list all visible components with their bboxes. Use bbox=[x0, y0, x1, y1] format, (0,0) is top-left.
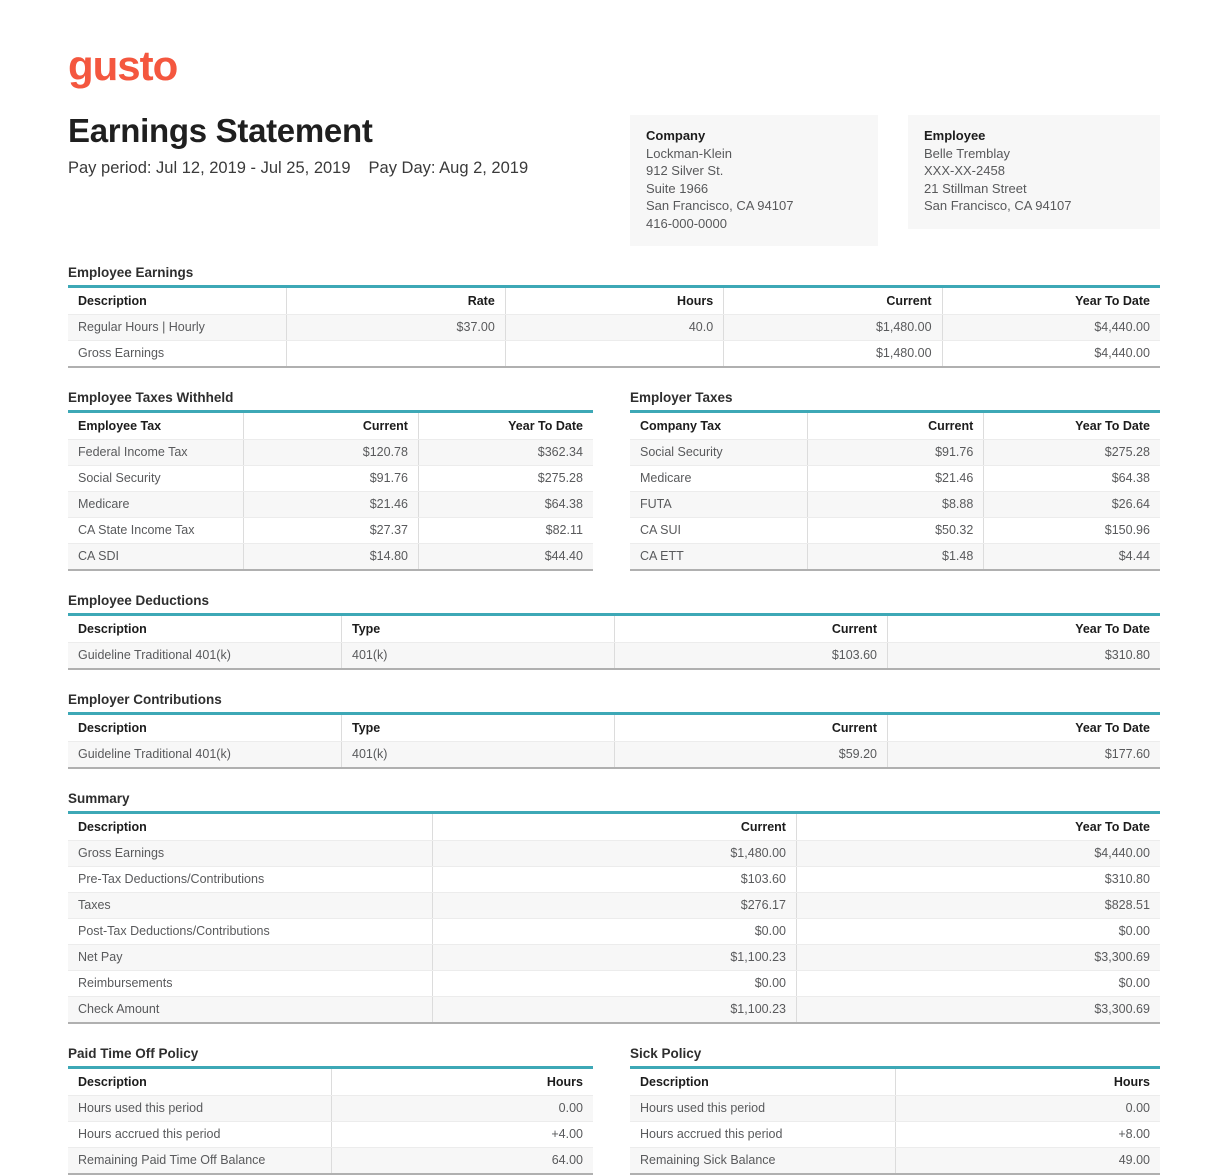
table-cell: Taxes bbox=[78, 898, 111, 912]
table-cell: $26.64 bbox=[983, 492, 1160, 517]
summary-table bbox=[68, 811, 1160, 1024]
table-header-row bbox=[630, 413, 1160, 439]
table-cell: $3,300.69 bbox=[796, 997, 1160, 1022]
column-header: Description bbox=[78, 1075, 147, 1089]
table-cell: $177.60 bbox=[887, 742, 1160, 767]
table-cell: $91.76 bbox=[807, 440, 984, 465]
column-header: Year To Date bbox=[887, 616, 1160, 642]
table-cell: $27.37 bbox=[243, 518, 418, 543]
table-cell: $64.38 bbox=[983, 466, 1160, 491]
table-row bbox=[68, 970, 1160, 996]
table-row bbox=[68, 491, 593, 517]
table-row bbox=[68, 314, 1160, 340]
employer-contributions-table bbox=[68, 712, 1160, 769]
table-cell: Social Security bbox=[640, 445, 723, 459]
table-cell: CA SDI bbox=[78, 549, 119, 563]
table-cell: $4.44 bbox=[983, 544, 1160, 569]
table-row bbox=[68, 465, 593, 491]
table-header-row bbox=[68, 814, 1160, 840]
table-cell: $275.28 bbox=[983, 440, 1160, 465]
table-cell: $150.96 bbox=[983, 518, 1160, 543]
table-cell: Hours accrued this period bbox=[78, 1127, 221, 1141]
table-cell: CA SUI bbox=[640, 523, 681, 537]
employee-info-box bbox=[908, 115, 1160, 229]
pay-period-text: Pay period: Jul 12, 2019 - Jul 25, 2019 bbox=[68, 159, 351, 177]
pto-policy-table bbox=[68, 1066, 593, 1175]
table-row bbox=[68, 642, 1160, 668]
sick-policy-table bbox=[630, 1066, 1160, 1175]
section-title: Employee Taxes Withheld bbox=[68, 390, 234, 405]
company-info-box bbox=[630, 115, 878, 246]
column-header: Year To Date bbox=[887, 715, 1160, 741]
section-employee-deductions bbox=[68, 592, 1160, 670]
table-row bbox=[68, 340, 1160, 366]
column-header: Rate bbox=[286, 288, 504, 314]
column-header: Year To Date bbox=[418, 413, 593, 439]
column-header: Description bbox=[640, 1075, 709, 1089]
table-cell: $362.34 bbox=[418, 440, 593, 465]
table-cell: 0.00 bbox=[331, 1096, 594, 1121]
table-row bbox=[68, 543, 593, 569]
table-row bbox=[68, 1095, 593, 1121]
employee-name: Belle Tremblay bbox=[924, 145, 1010, 161]
table-row bbox=[630, 1095, 1160, 1121]
table-row bbox=[630, 1147, 1160, 1173]
table-cell: 401(k) bbox=[341, 742, 614, 767]
column-header: Current bbox=[614, 616, 887, 642]
table-cell: Remaining Paid Time Off Balance bbox=[78, 1153, 266, 1167]
table-cell: 49.00 bbox=[895, 1148, 1160, 1173]
employee-address-line: San Francisco, CA 94107 bbox=[924, 198, 1072, 213]
table-header-row bbox=[68, 715, 1160, 741]
table-cell: $91.76 bbox=[243, 466, 418, 491]
table-row bbox=[68, 1147, 593, 1173]
table-cell: Pre-Tax Deductions/Contributions bbox=[78, 872, 265, 886]
table-cell: 40.0 bbox=[505, 315, 723, 340]
table-cell: CA ETT bbox=[640, 549, 684, 563]
table-cell: $310.80 bbox=[887, 643, 1160, 668]
table-cell: $21.46 bbox=[807, 466, 984, 491]
column-header: Description bbox=[78, 622, 147, 636]
table-row bbox=[68, 439, 593, 465]
table-cell: $103.60 bbox=[432, 867, 796, 892]
table-cell: Reimbursements bbox=[78, 976, 173, 990]
section-employee-taxes bbox=[68, 389, 593, 571]
table-cell: FUTA bbox=[640, 497, 672, 511]
policies-row bbox=[68, 1045, 1160, 1175]
table-cell: Hours used this period bbox=[78, 1101, 204, 1115]
table-header-row bbox=[68, 413, 593, 439]
employee-ssn: XXX-XX-2458 bbox=[924, 163, 1005, 178]
column-header: Year To Date bbox=[983, 413, 1160, 439]
column-header: Current bbox=[723, 288, 941, 314]
table-cell: $0.00 bbox=[432, 919, 796, 944]
table-cell: $59.20 bbox=[614, 742, 887, 767]
section-title: Employer Contributions bbox=[68, 692, 222, 707]
table-cell: $50.32 bbox=[807, 518, 984, 543]
table-header-row bbox=[68, 616, 1160, 642]
table-cell: Hours accrued this period bbox=[640, 1127, 783, 1141]
table-cell: $1,480.00 bbox=[723, 315, 941, 340]
table-cell: Remaining Sick Balance bbox=[640, 1153, 776, 1167]
section-title: Sick Policy bbox=[630, 1046, 702, 1061]
table-cell: Hours used this period bbox=[640, 1101, 766, 1115]
table-cell: Gross Earnings bbox=[78, 346, 165, 360]
column-header: Current bbox=[807, 413, 984, 439]
column-header: Hours bbox=[505, 288, 723, 314]
table-row bbox=[68, 741, 1160, 767]
section-title: Employee Earnings bbox=[68, 265, 194, 280]
table-cell bbox=[505, 341, 723, 366]
company-name: Lockman-Klein bbox=[646, 145, 732, 161]
table-row bbox=[630, 543, 1160, 569]
table-cell: $120.78 bbox=[243, 440, 418, 465]
table-row bbox=[630, 517, 1160, 543]
section-title: Employer Taxes bbox=[630, 390, 733, 405]
table-cell: $4,440.00 bbox=[942, 315, 1160, 340]
table-row bbox=[630, 465, 1160, 491]
table-header-row bbox=[630, 1069, 1160, 1095]
company-heading: Company bbox=[646, 128, 706, 143]
table-cell: +8.00 bbox=[895, 1122, 1160, 1147]
table-row bbox=[68, 892, 1160, 918]
column-header: Description bbox=[78, 820, 147, 834]
company-address-line: Suite 1966 bbox=[646, 180, 709, 196]
table-cell: Check Amount bbox=[78, 1002, 160, 1016]
table-cell: Guideline Traditional 401(k) bbox=[78, 747, 231, 761]
column-header: Hours bbox=[331, 1069, 594, 1095]
table-row bbox=[68, 918, 1160, 944]
column-header: Description bbox=[78, 294, 147, 308]
table-row bbox=[68, 996, 1160, 1022]
table-row bbox=[68, 1121, 593, 1147]
column-header: Company Tax bbox=[640, 419, 722, 433]
column-header: Year To Date bbox=[942, 288, 1160, 314]
table-cell: $1,480.00 bbox=[723, 341, 941, 366]
pay-day-text: Pay Day: Aug 2, 2019 bbox=[368, 159, 529, 177]
table-header-row bbox=[68, 288, 1160, 314]
table-cell: $1.48 bbox=[807, 544, 984, 569]
section-employer-contributions bbox=[68, 691, 1160, 769]
table-cell: $828.51 bbox=[796, 893, 1160, 918]
table-row bbox=[630, 491, 1160, 517]
taxes-row bbox=[68, 389, 1160, 571]
employee-deductions-table bbox=[68, 613, 1160, 670]
company-address-line: San Francisco, CA 94107 bbox=[646, 198, 794, 213]
table-cell: $3,300.69 bbox=[796, 945, 1160, 970]
table-cell: +4.00 bbox=[331, 1122, 594, 1147]
column-header: Type bbox=[341, 715, 614, 741]
table-row bbox=[630, 1121, 1160, 1147]
column-header: Current bbox=[432, 814, 796, 840]
table-cell: $82.11 bbox=[418, 518, 593, 543]
employee-taxes-table bbox=[68, 410, 593, 571]
table-cell: 401(k) bbox=[341, 643, 614, 668]
column-header: Current bbox=[243, 413, 418, 439]
table-cell: $1,480.00 bbox=[432, 841, 796, 866]
section-sick-policy bbox=[630, 1045, 1160, 1175]
table-cell: Social Security bbox=[78, 471, 161, 485]
table-cell: Post-Tax Deductions/Contributions bbox=[78, 924, 270, 938]
table-row bbox=[68, 944, 1160, 970]
column-header: Hours bbox=[895, 1069, 1160, 1095]
table-cell: Federal Income Tax bbox=[78, 445, 188, 459]
table-row bbox=[630, 439, 1160, 465]
table-row bbox=[68, 517, 593, 543]
employee-heading: Employee bbox=[924, 128, 986, 143]
table-row bbox=[68, 866, 1160, 892]
section-title: Employee Deductions bbox=[68, 593, 210, 608]
table-cell: $103.60 bbox=[614, 643, 887, 668]
table-cell: Medicare bbox=[640, 471, 692, 485]
column-header: Year To Date bbox=[796, 814, 1160, 840]
table-cell: $310.80 bbox=[796, 867, 1160, 892]
section-employee-earnings bbox=[68, 264, 1160, 368]
company-address-line: 912 Silver St. bbox=[646, 163, 724, 178]
table-cell: $0.00 bbox=[796, 919, 1160, 944]
table-cell: $275.28 bbox=[418, 466, 593, 491]
table-header-row bbox=[68, 1069, 593, 1095]
table-cell: $1,100.23 bbox=[432, 997, 796, 1022]
employee-earnings-table bbox=[68, 285, 1160, 368]
section-employer-taxes bbox=[630, 389, 1160, 571]
table-cell bbox=[286, 341, 504, 366]
table-cell: $44.40 bbox=[418, 544, 593, 569]
table-row bbox=[68, 840, 1160, 866]
table-cell: Net Pay bbox=[78, 950, 123, 964]
table-cell: $0.00 bbox=[796, 971, 1160, 996]
table-cell: 64.00 bbox=[331, 1148, 594, 1173]
table-cell: $0.00 bbox=[432, 971, 796, 996]
section-title: Paid Time Off Policy bbox=[68, 1046, 199, 1061]
address-boxes bbox=[630, 115, 1160, 246]
employer-taxes-table bbox=[630, 410, 1160, 571]
column-header: Employee Tax bbox=[78, 419, 162, 433]
table-cell: $4,440.00 bbox=[942, 341, 1160, 366]
company-phone: 416-000-0000 bbox=[646, 215, 727, 231]
section-pto-policy bbox=[68, 1045, 593, 1175]
page-title: Earnings Statement bbox=[68, 112, 373, 149]
table-cell: CA State Income Tax bbox=[78, 523, 195, 537]
column-header: Current bbox=[614, 715, 887, 741]
table-cell: $8.88 bbox=[807, 492, 984, 517]
table-cell: Medicare bbox=[78, 497, 130, 511]
section-title: Summary bbox=[68, 791, 130, 806]
table-cell: $4,440.00 bbox=[796, 841, 1160, 866]
table-cell: $37.00 bbox=[286, 315, 504, 340]
table-cell: $1,100.23 bbox=[432, 945, 796, 970]
table-cell: 0.00 bbox=[895, 1096, 1160, 1121]
table-cell: $64.38 bbox=[418, 492, 593, 517]
table-cell: Regular Hours | Hourly bbox=[78, 320, 205, 334]
column-header: Description bbox=[78, 721, 147, 735]
employee-address-line: 21 Stillman Street bbox=[924, 180, 1027, 196]
table-cell: Guideline Traditional 401(k) bbox=[78, 648, 231, 662]
column-header: Type bbox=[341, 616, 614, 642]
table-cell: $14.80 bbox=[243, 544, 418, 569]
table-cell: $276.17 bbox=[432, 893, 796, 918]
table-cell: Gross Earnings bbox=[78, 846, 165, 860]
table-cell: $21.46 bbox=[243, 492, 418, 517]
gusto-logo: gusto bbox=[68, 42, 178, 89]
section-summary bbox=[68, 790, 1160, 1024]
